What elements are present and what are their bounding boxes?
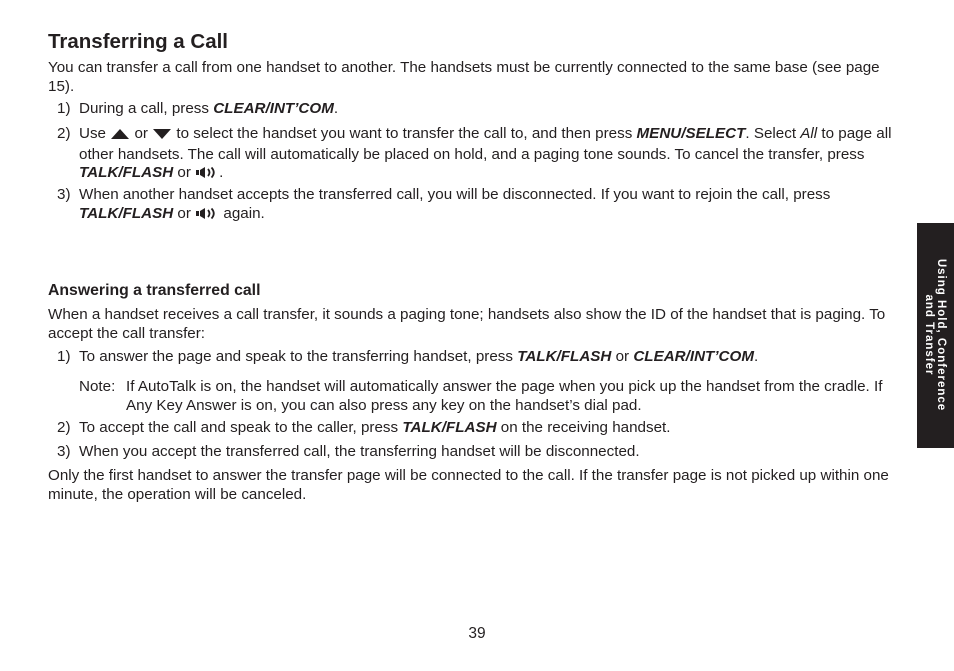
note xyxy=(79,378,909,415)
step-text-part: or xyxy=(611,348,634,365)
step-number: 1) xyxy=(57,100,71,117)
step-text: When you accept the transferred call, the transferring handset will be disconnected. xyxy=(79,443,640,460)
step-text xyxy=(79,419,908,438)
step-number: 3) xyxy=(57,443,71,460)
key-talk-flash: TALK/FLASH xyxy=(79,204,174,222)
step-text-part: When another handset accepts the transferred call, you will be disconnected. If you want to rejoin the call, press xyxy=(79,186,831,203)
step-text-part: or xyxy=(173,164,196,181)
step-text-part: . xyxy=(754,348,759,365)
step-text-part: or xyxy=(130,125,153,142)
side-tab-line-2: and Transfer xyxy=(923,294,935,376)
step-number: 2) xyxy=(57,419,71,436)
key-menu-select: MENU/SELECT xyxy=(636,125,746,142)
step-number: 3) xyxy=(57,186,71,203)
step-number: 2) xyxy=(57,125,71,142)
key-clear-intcom: CLEAR/INT’COM xyxy=(633,348,754,365)
up-arrow-icon xyxy=(110,127,130,146)
side-tab-line-1: Using Hold, Conference xyxy=(935,258,947,412)
step-text-part: During a call, press xyxy=(79,100,214,117)
page-number: 39 xyxy=(468,625,486,642)
key-talk-flash: TALK/FLASH xyxy=(79,164,174,181)
step-text xyxy=(79,100,908,119)
step-text-part: To answer the page and speak to the transferring handset, press xyxy=(79,348,518,365)
subsection-intro: When a handset receives a call transfer, it sounds a paging tone; handsets also show the ID of the handset that is paging. To accept the call transfer: xyxy=(48,306,886,342)
note-text: If AutoTalk is on, the handset will automatically answer the page when you pick up the handset from the cradle. If Any Key Answer is on, you can also press any key on the handset’s dial pad. xyxy=(126,378,883,414)
note-label: Note: xyxy=(79,378,116,395)
step-text xyxy=(79,125,908,185)
step-text-part: or xyxy=(173,204,196,222)
speakerphone-icon xyxy=(195,166,219,185)
step-text-part: on the receiving handset. xyxy=(496,419,671,436)
step-text-part: to page all other handsets. The call will automatically be placed on hold, and a paging tone sounds. To cancel the transfer, press xyxy=(79,125,892,163)
chapter-side-tab-label xyxy=(923,223,947,448)
section-title: Transferring a Call xyxy=(48,30,229,53)
step-2 xyxy=(48,125,908,185)
key-clear-intcom: CLEAR/INT’COM xyxy=(213,100,334,117)
step-text-part: . xyxy=(219,164,224,181)
closing-paragraph: Only the first handset to answer the transfer page will be connected to the call. If the transfer page is not picked up within one minute, the operation will be canceled. xyxy=(48,467,889,503)
step-text xyxy=(79,348,908,367)
option-all: All xyxy=(800,125,818,142)
step-text-part: Use xyxy=(79,125,111,142)
key-talk-flash: TALK/FLASH xyxy=(517,348,612,365)
step-text-part: . xyxy=(333,100,339,117)
step-text-part: to select the handset you want to transfer the call to, and then press xyxy=(172,125,637,142)
step-text-part: . Select xyxy=(745,125,801,142)
section-intro: You can transfer a call from one handset to another. The handsets must be currently connected to the same base (see page 15). xyxy=(48,59,880,95)
step-3 xyxy=(48,186,908,225)
speakerphone-icon xyxy=(195,207,219,226)
chapter-side-tab xyxy=(917,223,954,448)
step-text-part: again. xyxy=(219,204,265,222)
step-number: 1) xyxy=(57,348,71,365)
step-1 xyxy=(48,100,908,119)
answer-step-3 xyxy=(48,443,908,462)
down-arrow-icon xyxy=(152,127,172,146)
step-text-part: To accept the call and speak to the caller, press xyxy=(79,419,403,436)
step-text xyxy=(79,186,908,225)
answer-step-1 xyxy=(48,348,908,367)
answer-step-2 xyxy=(48,419,908,438)
subsection-title: Answering a transferred call xyxy=(48,282,261,299)
key-talk-flash: TALK/FLASH xyxy=(402,419,497,436)
